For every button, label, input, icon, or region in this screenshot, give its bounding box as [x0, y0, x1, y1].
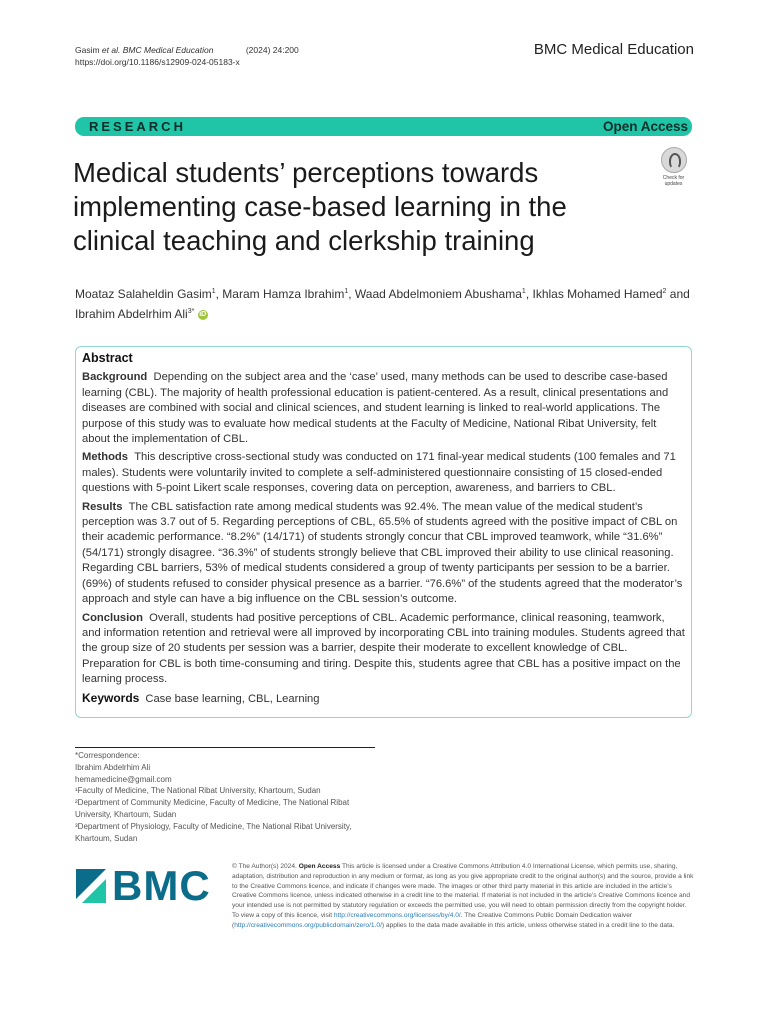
license-body: This article is licensed under a Creative Commons Attribution 4.0 International License, which permits use, sharing, adaptation, distribution and reproduction in any medium or format, as long as you give appropriate credit to the original author(s) and the source, provide a link to the Creative Commons licence, and indicate if changes were made. The images or other third party material in this article are included in the article’s Creative Commons licence, unless indicated otherwise in a credit line to the material. If material is not included in the article’s Creative Commons licence and your intended use is not permitted by statutory regulation or exceeds the permitted use, you will need to obtain permission directly from the copyright holder. To view a copy of this licence, visit [232, 863, 694, 919]
copyright: © The Author(s) 2024. [232, 863, 297, 870]
et-al: et al. [101, 45, 121, 55]
abstract-box [75, 346, 692, 718]
doi-link[interactable]: https://doi.org/10.1186/s12909-024-05183-x [75, 57, 240, 67]
section-text: Case base learning, CBL, Learning [145, 692, 320, 705]
running-header [75, 44, 299, 68]
affiliation-2: ²Department of Community Medicine, Faculty of Medicine, The National Ribat University, Khartoum, Sudan [75, 798, 350, 819]
section-text: This descriptive cross-sectional study was conducted on 171 final-year medical students (100 females and 71 males). Students were voluntarily invited to complete a self-administered questionnaire consisting of 15 closed-ended questions with 5-point Likert scale responses, covering data on perception, awareness, and barriers to CBL. [82, 451, 676, 495]
section-label: Conclusion [82, 611, 143, 624]
orcid-icon[interactable]: iD [199, 310, 207, 318]
abstract-heading: Abstract [82, 351, 133, 365]
license-text [232, 862, 694, 931]
license-link[interactable]: http://creativecommons.org/licenses/by/4.0/ [333, 911, 461, 919]
abstract-content [82, 351, 685, 710]
section-text: The CBL satisfaction rate among medical students was 92.4%. The mean value of the medical student’s perception was 3.7 out of 5. Regarding perceptions of CBL, 65.5% of students agreed with the positive impact of CBL on their academic performance. “8.2%” (14/171) of students strongly concur that CBL improved teamwork, while “31.6%” (54/171) strongly disagree. “36.3%” of students strongly believe that CBL improved their ability to use clinical reasoning. Regarding CBL barriers, 53% of medical students considered a group of twenty participants per session to be a barrier. (69%) of students refused to consider physical presence as a barrier. “76.6%” of the students agreed that the moderator’s approach and style can have a big influence on the CBL session’s outcome. [82, 500, 683, 606]
article-type-label: RESEARCH [89, 119, 186, 134]
affiliation-3: ³Department of Physiology, Faculty of Medicine, The National Ribat University, Khartoum, Sudan [75, 821, 352, 843]
license-open-access: Open Access [298, 863, 341, 870]
affiliation-marker: 1 [521, 288, 526, 295]
bmc-logo-mark-icon [76, 869, 106, 903]
author-name: , Waad Abdelmoniem Abushama [348, 287, 522, 301]
abstract-background [82, 370, 685, 447]
abstract-results [82, 500, 685, 608]
correspondence-email[interactable]: hemamedicine@gmail.com [75, 774, 172, 784]
section-label: Results [82, 500, 123, 513]
section-text: Overall, students had positive perceptions of CBL. Academic performance, clinical reasoning, teamwork, and information retention and retrieval were all improved by incorporating CBL into training modules. Students agreed that the group size of 20 students per session was a barrier, despite their moderate to excellent knowledge of CBL. Preparation for CBL is both time-consuming and tiring. Despite this, students agree that CBL has a positive impact on the learning process. [82, 611, 685, 686]
correspondence-label: *Correspondence: [75, 751, 140, 760]
abstract-methods [82, 450, 685, 496]
author-name: Ibrahim Abdelrhim Ali [75, 307, 188, 321]
affiliation-1: ¹Faculty of Medicine, The National Ribat University, Khartoum, Sudan [75, 786, 321, 796]
abstract-conclusion [82, 611, 685, 688]
bmc-logo [76, 862, 216, 909]
affiliation-marker: 1 [211, 288, 216, 295]
section-label: Methods [82, 451, 128, 464]
section-label: Keywords [82, 690, 140, 705]
check-for-updates-icon [661, 147, 687, 173]
affiliation-marker: 3* [187, 308, 195, 315]
article-title: Medical students’ perceptions towards implementing case-based learning in the clinical teaching and clerkship training [73, 157, 567, 256]
author-name: Moataz Salaheldin Gasim [75, 287, 212, 301]
journal-italic: BMC Medical Education [122, 45, 214, 55]
bmc-wordmark: BMC [112, 862, 211, 909]
cc0-link[interactable]: http://creativecommons.org/publicdomain/zero/1.0/ [234, 921, 382, 929]
affiliation-marker: 1 [344, 288, 349, 295]
citation-line [75, 44, 299, 56]
research-banner [75, 117, 692, 136]
license-body-2: . The Creative Commons Public Domain Dedication waiver ( [232, 911, 633, 929]
author-name: , Ikhlas Mohamed Hamed [525, 287, 663, 301]
author-name: , Maram Hamza Ibrahim [215, 287, 345, 301]
author-list [75, 283, 695, 323]
abstract-keywords [82, 691, 685, 707]
check-for-updates-button[interactable] [656, 146, 691, 187]
license-body-3: ) applies to the data made available in this article, unless otherwise stated in a credit line to the data. [381, 921, 675, 929]
section-text: Depending on the subject area and the ‘case’ used, many methods can be used to describe case-based learning (CBL). The majority of health professional education is patient-centered. As a result, clinical presentations and diseases are combined with social and clinical sciences, and student learning is linked to real-world applications. The purpose of this study was to evaluate how medical students at the Faculty of Medicine, National Ribat University, felt about the implementation of CBL. [82, 371, 669, 446]
open-access-label: Open Access [602, 119, 688, 134]
author-conjunction: and [666, 287, 690, 301]
year-volume: (2024) 24:200 [245, 45, 299, 55]
author-short: Gasim [75, 45, 102, 55]
correspondence-block [75, 750, 375, 844]
affiliation-marker: 2 [662, 288, 667, 295]
correspondence-name: Ibrahim Abdelrhim Ali [75, 762, 151, 772]
check-for-updates-label: Check for updates [662, 175, 685, 187]
section-label: Background [82, 371, 148, 384]
journal-name: BMC Medical Education [533, 41, 694, 58]
footnote-divider [75, 747, 375, 748]
